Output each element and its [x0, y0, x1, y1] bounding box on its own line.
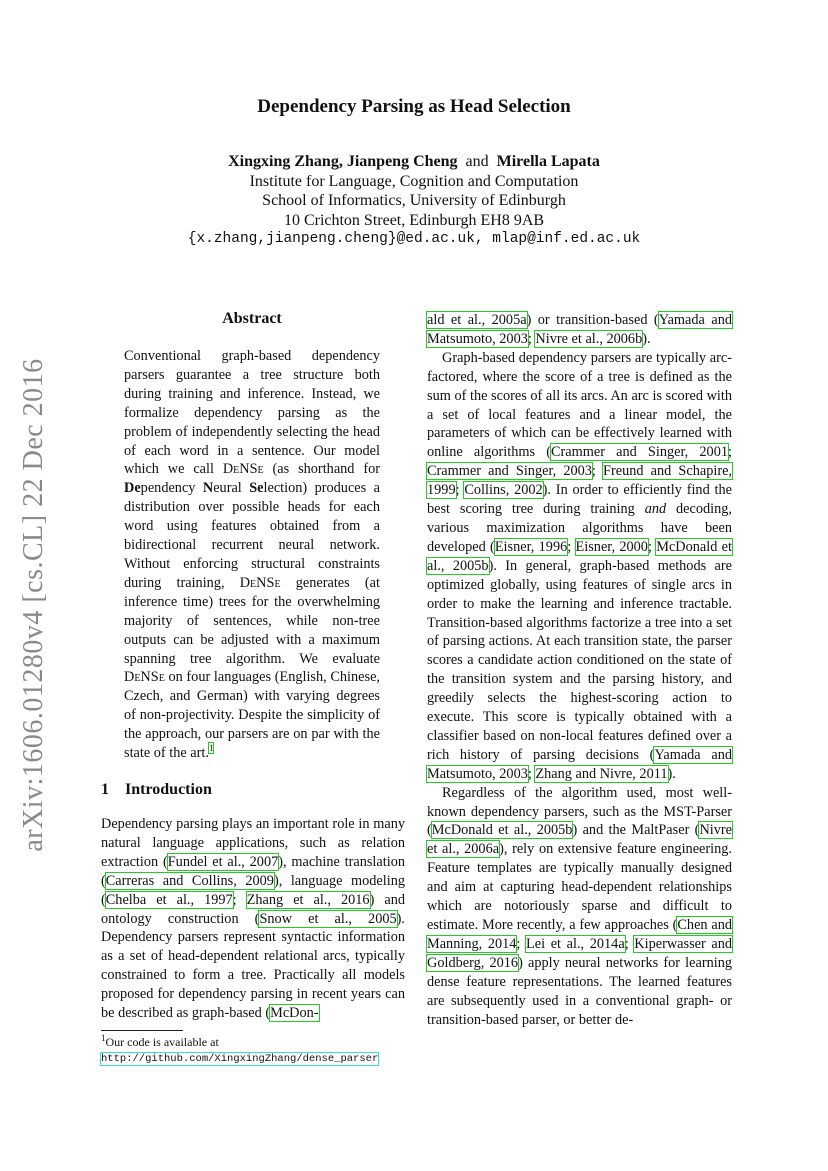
author-block	[0, 152, 828, 250]
paragraph-graph-based: Graph-based dependency parsers are typically arc-factored, where the score of a tree is defined as the sum of the scores of all its arcs. An arc is scored with a set of local features and a linear model, the parameters of which can be effectively learned with online algorithms (Crammer and Singer, 2001; Crammer and Singer, 2003; Freund and Schapire, 1999; Collins, 2002). In order to efficiently find the best scoring tree during training and decoding, various maximization algorithms have been developed (Eisner, 1996; Eisner, 2000; McDonald et al., 2005b). In general, graph-based methods are optimized globally, using features of single arcs in order to make the learning and inference tractable. Transition-based algorithms factorize a tree into a set of parsing actions. At each transition state, the parser scores a candidate action conditioned on the state of the transition system and the parsing history, and greedily selects the highest-scoring action to execute. This score is typically obtained with a classifier based on non-local features defined over a rich history of parsing decisions (Yamada and Matsumoto, 2003; Zhang and Nivre, 2011).	[427, 349, 733, 782]
right-column	[427, 311, 732, 1029]
affiliation-address: 10 Crichton Street, Edinburgh EH8 9AB	[283, 211, 545, 229]
citation-link[interactable]: Lei et al., 2014a	[526, 935, 625, 952]
affiliation-school: School of Informatics, University of Edinburgh	[262, 192, 566, 209]
citation-link[interactable]: McDon-	[270, 1005, 319, 1022]
citation-link[interactable]: Snow et al., 2005	[259, 910, 397, 927]
section-title: Introduction	[125, 781, 212, 798]
citation-link[interactable]: Chelba et al., 1997	[105, 891, 233, 908]
citation-link[interactable]: Yamada and Matsumoto, 2003	[427, 312, 732, 347]
footnote	[101, 1035, 405, 1067]
affiliation-institute: Institute for Language, Cognition and Computation	[249, 172, 579, 190]
abstract-heading: Abstract	[222, 310, 282, 327]
citation-link[interactable]: Crammer and Singer, 2001	[550, 444, 728, 461]
paper-title: Dependency Parsing as Head Selection	[257, 96, 571, 117]
paragraph-feature-engineering: Regardless of the algorithm used, most well-known dependency parsers, such as the MST-Parser (McDonald et al., 2005b) and the MaltPaser (Nivre et al., 2006a), rely on extensive feature engineering. Feature templates are typically manually designed and aim at capturing head-dependent relationships which are notoriously sparse and difficult to estimate. More recently, a few approaches (Chen and Manning, 2014; Lei et al., 2014a; Kiperwasser and Goldberg, 2016) apply neural networks for learning dense feature representations. The learned features are subsequently used in a conventional graph- or transition-based parser, or better de-	[427, 784, 733, 1028]
model-name: DeNSe	[239, 574, 281, 591]
footnote-text: Our code is available at	[105, 1035, 219, 1049]
citation-link[interactable]: Freund and Schapire, 1999	[427, 463, 732, 499]
footnote-link[interactable]: 1	[208, 743, 214, 754]
section-heading-introduction	[101, 781, 212, 799]
citation-link[interactable]: Yamada and Matsumoto, 2003	[427, 746, 733, 782]
citation-link[interactable]: Fundel et al., 2007	[167, 853, 279, 870]
paragraph-continued: ald et al., 2005a) or transition-based (Yamada and Matsumoto, 2003; Nivre et al., 2006b).	[427, 312, 732, 347]
author-names	[0, 152, 828, 172]
citation-link[interactable]: Eisner, 2000	[575, 538, 648, 555]
citation-link[interactable]: Zhang and Nivre, 2011	[535, 765, 668, 782]
model-name: DeNSe	[124, 669, 165, 686]
abstract-body	[124, 347, 380, 763]
citation-link[interactable]: Nivre et al., 2006b	[535, 330, 643, 347]
citation-link[interactable]: Carreras and Collins, 2009	[105, 872, 274, 889]
citation-link[interactable]: Chen and Manning, 2014	[427, 917, 732, 952]
model-name: DeNSe	[222, 461, 264, 478]
citation-link[interactable]: Eisner, 1996	[494, 538, 568, 555]
authors-last: Mirella Lapata	[496, 153, 600, 170]
footnote-url-link[interactable]: http://github.com/XingxingZhang/dense_parser	[101, 1053, 379, 1065]
citation-link[interactable]: Nivre et al., 2006a	[427, 822, 732, 858]
citation-link[interactable]: Crammer and Singer, 2003	[427, 463, 592, 480]
arxiv-id: arXiv:1606.01280v4 [cs.CL] 22 Dec 2016	[18, 358, 49, 852]
abstract-paragraph: Conventional graph-based dependency parsers guarantee a tree structure both during training and inference. Instead, we formalize dependency parsing as the problem of independently selecting the head of each word in a sentence. Our model which we call DeNSe (as shorthand for Dependency Neural Selection) produces a distribution over possible heads for each word using features obtained from a bidirectional recurrent neural network. Without enforcing structural constraints during training, DeNSe generates (at inference time) trees for the overwhelming majority of sentences, while non-tree outputs can be adjusted with a maximum spanning tree algorithm. We evaluate DeNSe on four languages (English, Chinese, Czech, and German) with varying degrees of non-projectivity. Despite the simplicity of the approach, our parsers are on par with the state of the art.$^1$	[124, 348, 380, 762]
authors-and: and	[465, 153, 489, 170]
footnote-divider	[101, 1030, 183, 1031]
footnote-mark: 1	[101, 1033, 106, 1043]
section-number: 1	[101, 781, 109, 798]
citation-link[interactable]: Zhang et al., 2016	[246, 891, 370, 908]
citation-link[interactable]: McDonald et al., 2005b	[431, 822, 573, 839]
intro-paragraph: Dependency parsing plays an important role in many natural language applications, such as relation extraction (Fundel et al., 2007), machine translation (Carreras and Collins, 2009), language modeling (Chelba et al., 1997; Zhang et al., 2016) and ontology construction (Snow et al., 2005). Dependency parsers represent syntactic information as a set of head-dependent relational arcs, typically constrained to form a tree. Practically all models proposed for dependency parsing in recent years can be described as graph-based (McDon-	[101, 816, 406, 1022]
citation-link[interactable]: McDonald et al., 2005b	[427, 538, 732, 574]
citation-link[interactable]: ald et al., 2005a	[427, 312, 527, 328]
citation-link[interactable]: Kiperwasser and Goldberg, 2016	[427, 935, 733, 971]
authors-first: Xingxing Zhang, Jianpeng Cheng	[228, 153, 458, 170]
arxiv-watermark	[14, 360, 54, 850]
citation-link[interactable]: Collins, 2002	[464, 482, 543, 499]
introduction-left-column	[101, 815, 405, 1023]
author-emails: {x.zhang,jianpeng.cheng}@ed.ac.uk, mlap@inf.ed.ac.uk	[187, 231, 641, 247]
